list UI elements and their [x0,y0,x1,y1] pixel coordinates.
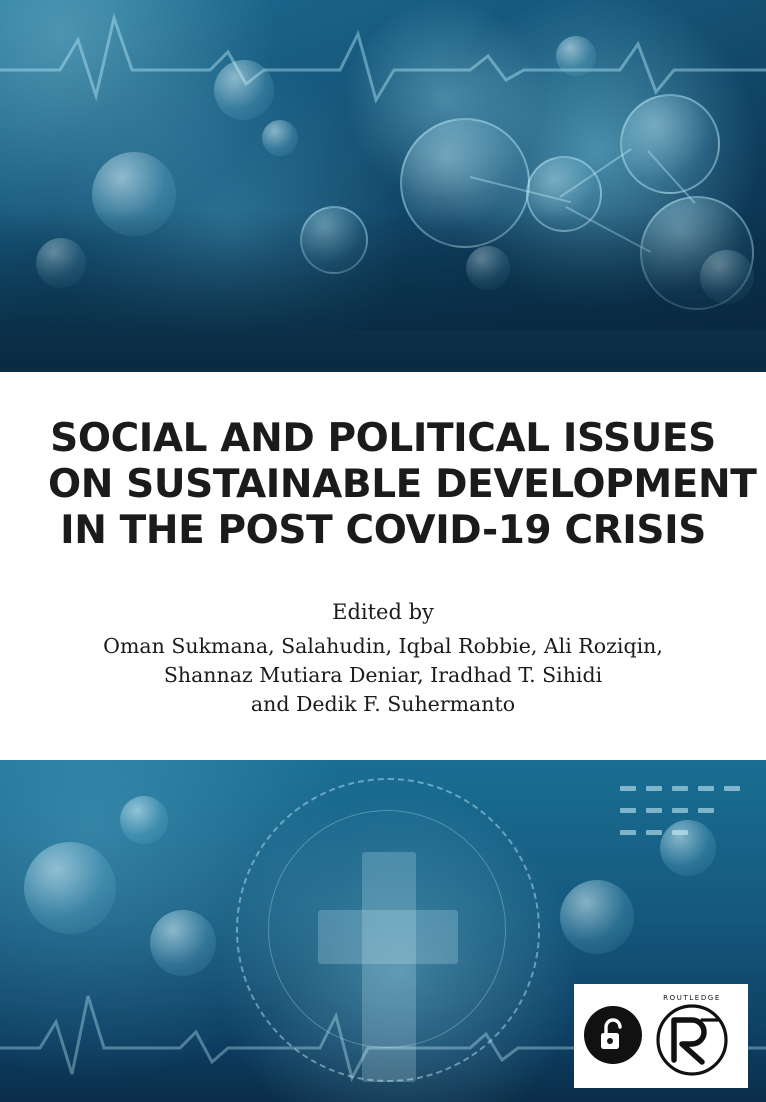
editor-line: Oman Sukmana, Salahudin, Iqbal Robbie, Ali Roziqin, [103,634,663,659]
title-line: SOCIAL AND POLITICAL ISSUES [50,416,716,461]
page-title [48,416,757,554]
dial-ticks [620,786,750,866]
bokeh-bubble [560,880,634,954]
bokeh-bubble [262,120,298,156]
title-line: ON SUSTAINABLE DEVELOPMENT [48,462,757,508]
open-lock-icon [596,1016,630,1054]
bottom-artwork [0,760,766,1102]
editors-list [48,632,718,719]
title-line: IN THE POST COVID-19 CRISIS [60,508,706,554]
artwork-gradient-overlay [0,210,766,330]
bokeh-bubble [150,910,216,976]
bokeh-bubble [556,36,596,76]
divider-band [0,330,766,372]
editor-line: Shannaz Mutiara Deniar, Iradhad T. Sihidi [163,663,603,688]
bokeh-bubble [214,60,274,120]
edited-by-label: Edited by [332,600,434,625]
publisher-logo [574,984,748,1088]
bokeh-bubble [24,842,116,934]
bokeh-bubble [120,796,168,844]
molecule-node [620,94,720,194]
editor-line: and Dedik F. Suhermanto [250,692,516,717]
routledge-mark-svg [644,990,740,1082]
top-artwork [0,0,766,330]
title-panel [0,372,766,760]
routledge-colophon-icon [644,990,740,1082]
publisher-name: ROUTLEDGE [663,994,721,1002]
open-access-icon [584,1006,642,1064]
